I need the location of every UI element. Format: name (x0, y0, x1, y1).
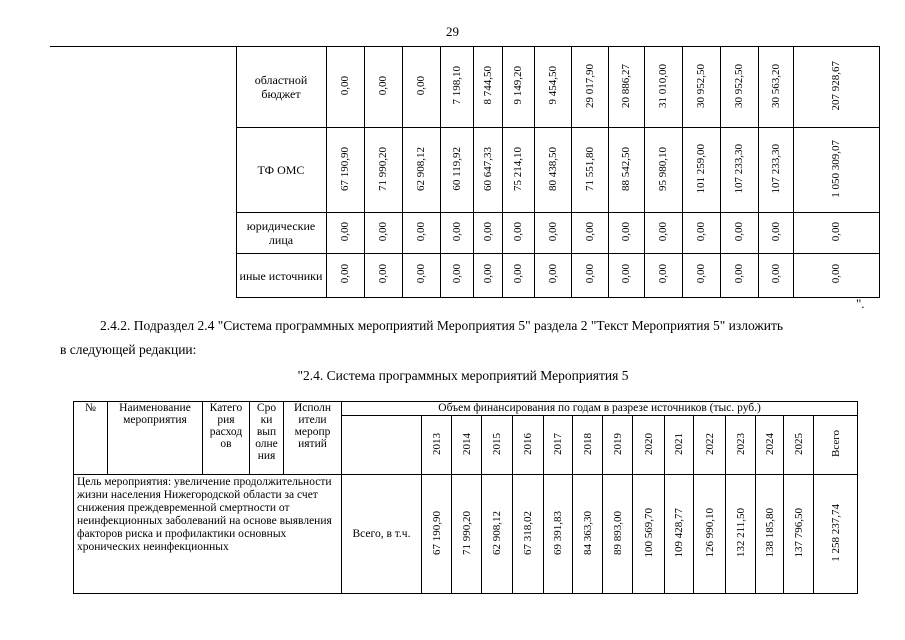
value-text: 0,00 (339, 75, 351, 96)
value-text: 9 149,20 (512, 66, 524, 105)
value-text: 29 017,90 (583, 63, 596, 108)
value-text: 60 647,33 (481, 146, 494, 191)
value-text: 30 952,50 (695, 63, 707, 108)
value-text: 67 190,90 (339, 146, 351, 191)
value-text: 0,00 (450, 221, 463, 242)
value-cell (534, 128, 571, 213)
value-text: 101 259,00 (695, 143, 707, 194)
year-label: 2015 (491, 432, 503, 455)
measure-goal-text: Цель мероприятия: увеличение продолжительности жизни населения Нижегородской области за счет снижения преждевременной смертности от неинфекционных заболеваний на основе выявления факторов риска и профилактики основных хронических неинфекционных (74, 475, 342, 594)
total-value-cell (544, 475, 573, 594)
header-executors: Исполн ители меропр иятий (284, 402, 342, 475)
value-text: 0,00 (583, 264, 596, 284)
total-value: 109 428,77 (673, 507, 685, 558)
value-text: 71 990,20 (377, 146, 389, 191)
value-cell (793, 254, 879, 298)
total-value-cell (482, 475, 513, 594)
value-text: 7 198,10 (450, 66, 463, 105)
value-text: 0,00 (695, 221, 707, 242)
year-header (544, 416, 573, 475)
program-measures-table (73, 401, 858, 594)
value-cell (608, 254, 644, 298)
value-cell (326, 254, 364, 298)
value-cell (364, 47, 402, 128)
total-value-cell (633, 475, 665, 594)
year-label: 2019 (611, 432, 624, 455)
value-text: 31 010,00 (657, 63, 669, 108)
value-cell (364, 213, 402, 254)
total-value-cell (452, 475, 482, 594)
year-label: 2023 (734, 432, 747, 455)
source-label: иные источники (236, 254, 326, 298)
value-cell (608, 47, 644, 128)
total-value-cell (756, 475, 784, 594)
year-header (726, 416, 756, 475)
total-value: 1 258 237,74 (829, 503, 842, 562)
value-cell (758, 128, 793, 213)
value-text: 0,00 (339, 264, 351, 284)
year-header (422, 416, 452, 475)
value-cell (758, 254, 793, 298)
value-text: 0,00 (377, 264, 389, 284)
value-cell (473, 254, 502, 298)
value-cell (402, 254, 440, 298)
value-cell (720, 47, 758, 128)
value-cell (326, 128, 364, 213)
value-cell (440, 254, 473, 298)
total-value: 69 391,83 (552, 510, 564, 555)
value-cell (720, 128, 758, 213)
value-cell (364, 128, 402, 213)
total-value: 89 893,00 (611, 510, 624, 555)
year-label: 2013 (430, 432, 443, 455)
total-value: 71 990,20 (460, 510, 473, 555)
header-deadline: Сро ки вып олне ния (250, 402, 284, 475)
total-value-cell (603, 475, 633, 594)
total-value-cell (573, 475, 603, 594)
value-text: 0,00 (512, 264, 524, 284)
value-cell (402, 213, 440, 254)
value-text: 95 980,10 (657, 146, 669, 191)
table-row (50, 47, 879, 128)
value-text: 20 886,27 (620, 63, 632, 108)
funding-sources-table (50, 46, 880, 298)
value-cell (502, 128, 534, 213)
year-header (814, 416, 858, 475)
value-cell (571, 128, 608, 213)
value-cell (793, 213, 879, 254)
total-value: 62 908,12 (491, 510, 503, 555)
value-text: 30 952,50 (733, 63, 745, 108)
value-text: 1 050 309,07 (830, 139, 842, 198)
total-value-cell (665, 475, 694, 594)
value-text: 0,00 (657, 221, 669, 242)
value-text: 0,00 (546, 221, 559, 242)
value-cell (608, 128, 644, 213)
value-text: 207 928,67 (830, 60, 842, 111)
value-text: 0,00 (769, 264, 782, 284)
total-value-cell (784, 475, 814, 594)
year-header (603, 416, 633, 475)
value-cell (720, 213, 758, 254)
total-value: 84 363,30 (581, 510, 594, 555)
value-text: 62 908,12 (415, 146, 427, 191)
value-cell (682, 47, 720, 128)
section-title: "2.4. Система программных мероприятий Мероприятия 5 (297, 368, 629, 383)
value-text: 0,00 (695, 264, 707, 284)
year-header (482, 416, 513, 475)
value-cell (682, 254, 720, 298)
value-text: 0,00 (481, 264, 494, 284)
header-source-blank (342, 416, 422, 475)
year-header (665, 416, 694, 475)
value-cell (402, 128, 440, 213)
value-text: 75 214,10 (512, 146, 524, 191)
year-label: Всего (829, 430, 842, 457)
value-cell (440, 213, 473, 254)
total-value: 67 190,90 (430, 510, 443, 555)
year-header (784, 416, 814, 475)
value-text: 0,00 (481, 221, 494, 242)
value-cell (758, 213, 793, 254)
value-cell (644, 213, 682, 254)
value-text: 0,00 (620, 264, 632, 284)
value-cell (534, 213, 571, 254)
value-cell (473, 47, 502, 128)
value-cell (608, 213, 644, 254)
value-cell (440, 47, 473, 128)
value-text: 80 438,50 (546, 146, 559, 191)
value-cell (571, 254, 608, 298)
year-label: 2022 (703, 432, 716, 455)
value-cell (793, 47, 879, 128)
value-text: 0,00 (450, 264, 463, 284)
value-cell (682, 128, 720, 213)
value-cell (644, 128, 682, 213)
value-cell (502, 47, 534, 128)
total-value-cell (814, 475, 858, 594)
header-number: № (74, 402, 108, 475)
value-text: 88 542,50 (620, 146, 632, 191)
value-cell (440, 128, 473, 213)
year-label: 2021 (673, 432, 685, 455)
value-text: 71 551,80 (583, 146, 596, 191)
year-label: 2024 (763, 432, 776, 455)
total-value: 67 318,02 (522, 510, 534, 555)
value-text: 8 744,50 (481, 66, 494, 105)
value-text: 0,00 (733, 221, 745, 242)
page-number: 29 (446, 24, 459, 39)
value-cell (502, 213, 534, 254)
value-text: 0,00 (620, 221, 632, 242)
value-text: 0,00 (339, 221, 351, 242)
source-label: юридические лица (236, 213, 326, 254)
value-text: 0,00 (377, 75, 389, 96)
year-label: 2025 (792, 432, 805, 455)
year-label: 2018 (581, 432, 594, 455)
total-value: 138 185,80 (763, 507, 776, 558)
value-text: 0,00 (769, 221, 782, 242)
total-value: 100 569,70 (642, 507, 655, 558)
value-text: 0,00 (415, 221, 427, 242)
value-cell (534, 47, 571, 128)
value-text: 0,00 (830, 221, 842, 242)
value-cell (793, 128, 879, 213)
blank-cell (50, 47, 236, 298)
value-cell (644, 254, 682, 298)
closing-quote: ". (856, 296, 865, 311)
value-text: 107 233,30 (733, 143, 745, 194)
value-cell (720, 254, 758, 298)
amendment-paragraph: 2.4.2. Подраздел 2.4 "Система программных мероприятий Мероприятия 5" раздела 2 "Текст Мероприятия 5" изложить (100, 318, 784, 333)
value-text: 0,00 (830, 264, 842, 284)
year-header (573, 416, 603, 475)
header-funding-volume: Объем финансирования по годам в разрезе источников (тыс. руб.) (342, 402, 858, 416)
total-value: 137 796,50 (792, 507, 805, 558)
value-cell (571, 213, 608, 254)
year-label: 2016 (522, 432, 534, 455)
value-cell (402, 47, 440, 128)
year-header (694, 416, 726, 475)
year-header (452, 416, 482, 475)
source-label: областной бюджет (236, 47, 326, 128)
total-value-cell (513, 475, 544, 594)
year-header (756, 416, 784, 475)
header-measure-name: Наименование мероприятия (108, 402, 203, 475)
total-label: Всего, в т.ч. (342, 475, 422, 594)
header-expense-category: Катего рия расход ов (203, 402, 250, 475)
year-label: 2017 (552, 432, 564, 455)
value-text: 0,00 (583, 221, 596, 242)
year-header (633, 416, 665, 475)
value-cell (473, 213, 502, 254)
year-header (513, 416, 544, 475)
value-cell (326, 213, 364, 254)
value-cell (571, 47, 608, 128)
amendment-paragraph-continuation: в следующей редакции: (60, 342, 197, 357)
value-cell (502, 254, 534, 298)
total-value: 126 990,10 (703, 507, 716, 558)
year-label: 2014 (460, 432, 473, 455)
value-text: 107 233,30 (769, 143, 782, 194)
year-label: 2020 (642, 432, 655, 455)
value-text: 9 454,50 (546, 66, 559, 105)
value-text: 60 119,92 (450, 146, 463, 191)
total-value-cell (694, 475, 726, 594)
total-value-cell (726, 475, 756, 594)
value-cell (758, 47, 793, 128)
value-cell (682, 213, 720, 254)
value-text: 0,00 (512, 221, 524, 242)
value-cell (534, 254, 571, 298)
value-text: 0,00 (415, 75, 427, 96)
value-text: 0,00 (377, 221, 389, 242)
value-cell (326, 47, 364, 128)
value-text: 0,00 (415, 264, 427, 284)
source-label: ТФ ОМС (236, 128, 326, 213)
value-text: 0,00 (733, 264, 745, 284)
value-text: 0,00 (657, 264, 669, 284)
value-text: 30 563,20 (769, 63, 782, 108)
value-text: 0,00 (546, 264, 559, 284)
value-cell (364, 254, 402, 298)
total-value-cell (422, 475, 452, 594)
value-cell (473, 128, 502, 213)
total-value: 132 211,50 (734, 507, 747, 558)
value-cell (644, 47, 682, 128)
